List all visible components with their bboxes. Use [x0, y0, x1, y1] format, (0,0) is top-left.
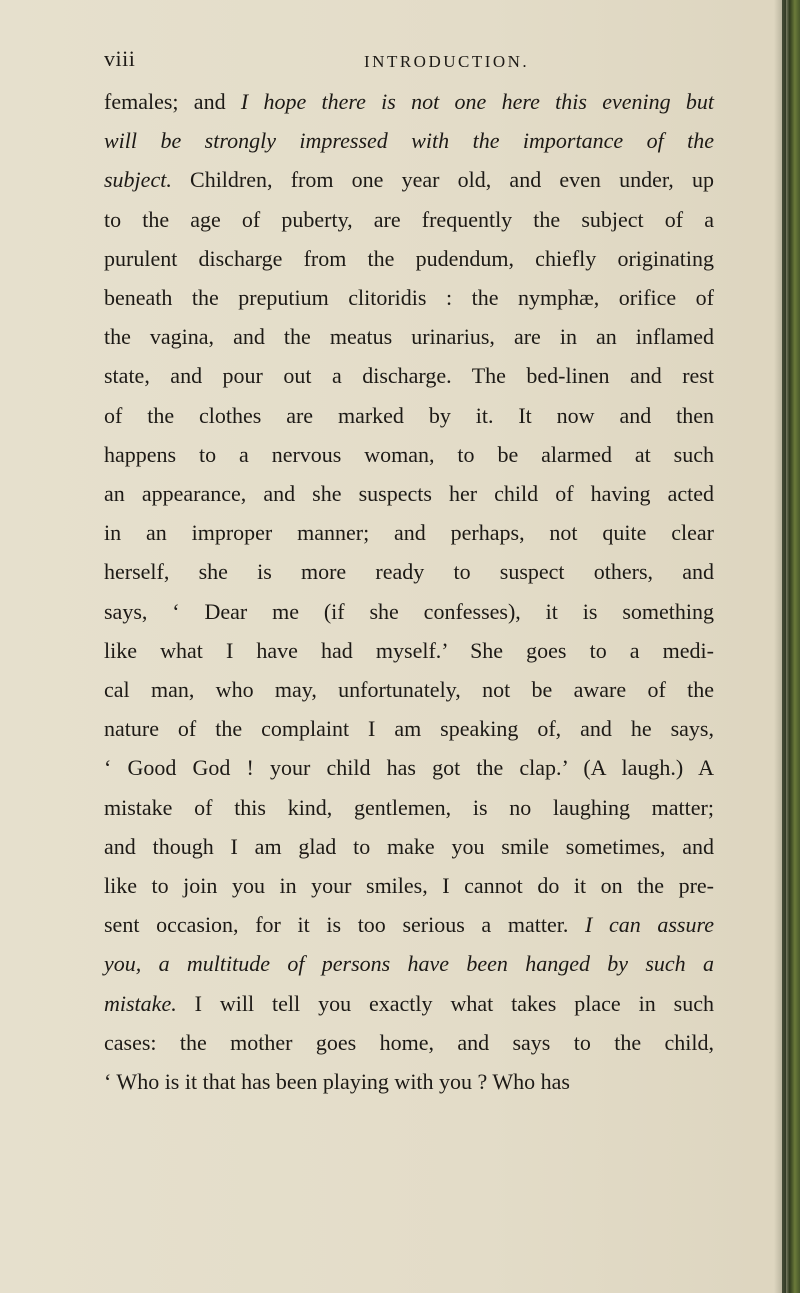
running-head: INTRODUCTION.	[364, 52, 530, 71]
text-segment: ‘ Who is it that has been playing with you ? Who has	[104, 1069, 570, 1095]
text-segment: cal man, who may, unfortunately, not be aware of the	[104, 677, 714, 703]
text-segment: nature of the complaint I am speaking of, and he says,	[104, 716, 714, 742]
text-segment: females; and	[104, 89, 241, 114]
italic-text-segment: you, a multitude of persons have been hanged by such a	[104, 951, 714, 977]
text-segment: I will tell you exactly what takes place in such	[176, 990, 714, 1016]
text-line	[104, 317, 714, 356]
text-segment: like what I have had myself.’ She goes to a medi-	[104, 637, 714, 663]
page-header	[104, 46, 724, 82]
italic-text-segment: mistake.	[104, 990, 177, 1016]
text-line	[104, 1062, 714, 1101]
text-line	[104, 788, 714, 827]
text-line	[104, 160, 714, 199]
text-line	[104, 631, 714, 670]
text-line	[104, 239, 714, 278]
text-line	[104, 827, 714, 866]
text-segment: to the age of puberty, are frequently the subject of a	[104, 206, 714, 232]
text-segment: of the clothes are marked by it. It now and then	[104, 402, 714, 428]
italic-text-segment: I can assure	[584, 912, 714, 938]
text-line	[104, 200, 714, 239]
text-line	[104, 592, 714, 631]
text-line	[104, 513, 714, 552]
page-number: viii	[104, 46, 136, 71]
italic-text-segment: subject.	[104, 167, 172, 193]
text-segment: herself, she is more ready to suspect others, and	[104, 559, 714, 585]
book-spine-line	[782, 0, 786, 1293]
text-segment: an appearance, and she suspects her child of having acted	[104, 481, 714, 507]
book-spine-edge	[774, 0, 800, 1293]
text-segment: ‘ Good God ! your child has got the clap.’ (A laugh.) A	[104, 755, 714, 781]
text-line	[104, 984, 714, 1023]
text-segment: purulent discharge from the pudendum, chiefly originating	[104, 245, 714, 271]
text-line	[104, 552, 714, 591]
text-line	[104, 356, 714, 395]
text-line	[104, 866, 714, 905]
body-text	[104, 82, 714, 1101]
text-segment: cases: the mother goes home, and says to the child,	[104, 1029, 714, 1055]
text-segment: says, ‘ Dear me (if she confesses), it is something	[104, 598, 714, 624]
text-segment: sent occasion, for it is too serious a matter.	[104, 912, 585, 938]
italic-text-segment: will be strongly impressed with the importance of the	[104, 128, 714, 154]
text-segment: like to join you in your smiles, I cannot do it on the pre-	[104, 873, 714, 899]
italic-text-segment: I hope there is not one here this evening but	[240, 89, 714, 114]
text-segment: happens to a nervous woman, to be alarmed at such	[104, 441, 714, 467]
text-segment: in an improper manner; and perhaps, not quite clear	[104, 520, 714, 546]
text-line	[104, 82, 714, 121]
text-segment: the vagina, and the meatus urinarius, are in an inflamed	[104, 324, 714, 350]
text-segment: mistake of this kind, gentlemen, is no laughing matter;	[104, 794, 714, 820]
text-line	[104, 709, 714, 748]
text-line	[104, 435, 714, 474]
text-line	[104, 121, 714, 160]
text-line	[104, 944, 714, 983]
text-line	[104, 396, 714, 435]
text-line	[104, 474, 714, 513]
text-segment: and though I am glad to make you smile sometimes, and	[104, 833, 714, 859]
text-segment: state, and pour out a discharge. The bed-linen and rest	[104, 363, 714, 389]
text-segment: beneath the preputium clitoridis : the nymphæ, orifice of	[104, 285, 714, 311]
text-line	[104, 1023, 714, 1062]
text-line	[104, 748, 714, 787]
text-line	[104, 905, 714, 944]
text-segment: Children, from one year old, and even under, up	[171, 167, 714, 193]
text-line	[104, 670, 714, 709]
text-line	[104, 278, 714, 317]
